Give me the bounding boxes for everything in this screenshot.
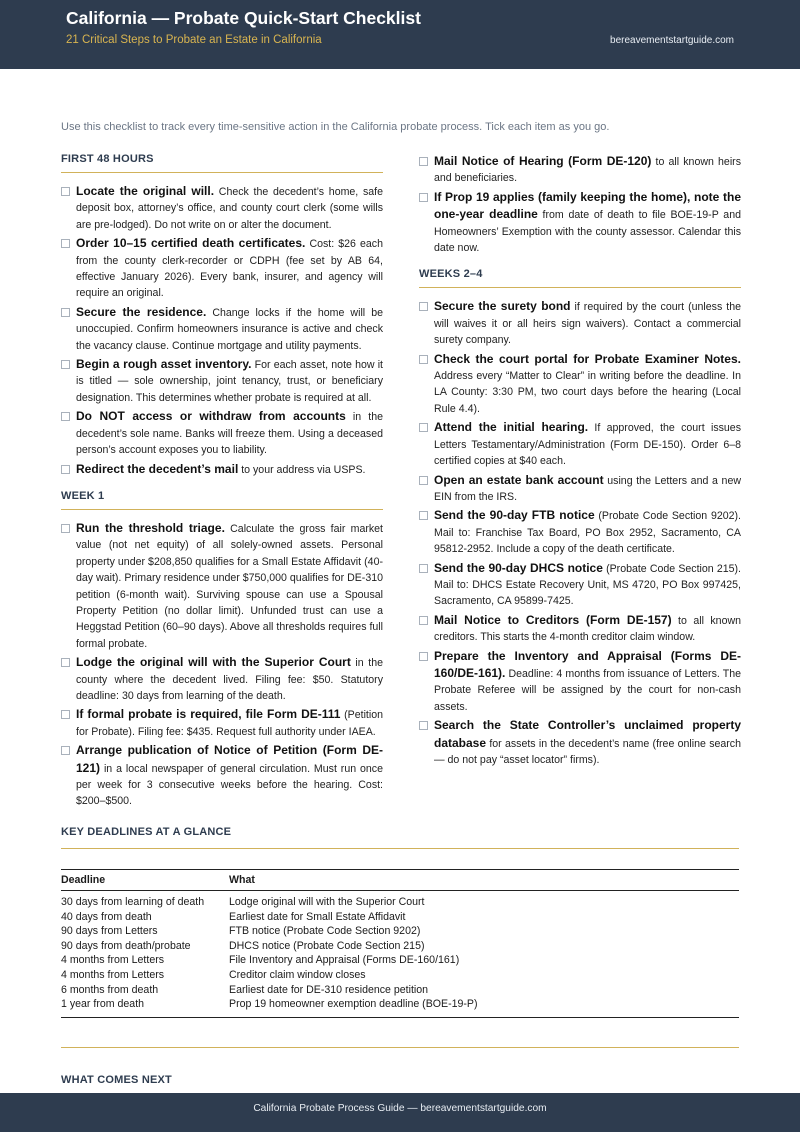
checkbox[interactable]	[61, 746, 70, 755]
item-text: Calculate the gross fair market value (not net equity) of all solely-owned assets. Personal property under $208,850 qualifies for a Small Estate Affidavit (40-day wait). Primary residence under $750,000 qualifies for DE-310 petition (6-month wait). Surviving spouse can use a Spousal Property Petition (no dollar limit). Unfunded trust can use a Heggstad Petition (60–90 days). Above all thresholds requires full formal probate.	[76, 522, 383, 650]
checkbox[interactable]	[419, 476, 428, 485]
checkbox[interactable]	[419, 193, 428, 202]
checklist-item	[61, 706, 383, 740]
what-cell: Creditor claim window closes	[229, 968, 366, 981]
key-deadlines-section	[61, 826, 739, 1018]
item-text: Address every “Matter to Clear” in writing before the deadline. In LA County: 3:30 PM, two court days before the hearing (Local Rule 4.4).	[434, 370, 741, 415]
item-title: Open an estate bank account	[434, 472, 604, 487]
column-header-deadline: Deadline	[61, 870, 229, 891]
checkbox[interactable]	[419, 511, 428, 520]
checklist-item	[419, 612, 741, 646]
checklist-item	[61, 183, 383, 233]
what-cell: FTB notice (Probate Code Section 9202)	[229, 925, 421, 938]
item-title: Send the 90-day DHCS notice	[434, 560, 603, 575]
item-title: Attend the initial hearing.	[434, 420, 589, 435]
checklist-item	[61, 356, 383, 406]
item-text: (Probate Code Section 215). Mail to: DHCS Estate Recovery Unit, MS 4720, PO Box 997425, Sacramento, CA 95899-7425.	[434, 562, 741, 608]
item-text: (Petition for Probate). Filing fee: $435. Request full authority under IAEA.	[76, 709, 383, 738]
section-divider	[61, 509, 383, 510]
intro-text: Use this checklist to track every time-sensitive action in the California probate process. Tick each item as you go.	[61, 121, 610, 133]
checklist-item	[61, 304, 383, 354]
item-text: to all known creditors. This starts the 4-month creditor claim window.	[434, 614, 742, 644]
checklist-item	[61, 461, 383, 478]
checkbox[interactable]	[419, 355, 428, 364]
deadline-cell: 1 year from death	[61, 998, 145, 1011]
item-text: Check the decedent’s home, safe deposit box, attorney’s office, and county court clerk (some wills are pre-lodged). Do not write on or alter the document.	[76, 186, 383, 231]
item-title: Locate the original will.	[76, 184, 215, 198]
item-title: Order 10–15 certified death certificates.	[76, 236, 306, 251]
item-title: If formal probate is required, file Form DE-111	[76, 707, 341, 722]
checkbox[interactable]	[61, 239, 70, 248]
item-text: Cost: $26 each from the county clerk-recorder or CDPH (fee set by AB 64, effective January 2026). Every bank, insurer, and agency will require an original.	[76, 238, 383, 300]
section-heading-key-deadlines: KEY DEADLINES AT A GLANCE	[61, 826, 232, 838]
item-title: Do NOT access or withdraw from accounts	[76, 409, 346, 424]
deadline-cell: 90 days from Letters	[61, 925, 158, 938]
section-divider	[61, 1047, 739, 1048]
right-column	[419, 153, 741, 770]
item-title: Run the threshold triage.	[76, 520, 225, 535]
deadline-cell: 30 days from learning of death	[61, 896, 205, 908]
checkbox[interactable]	[61, 360, 70, 369]
item-title: If Prop 19 applies (family keeping the home), note the one-year deadline	[434, 189, 741, 222]
item-text: in the county where the decedent lived. Filing fee: $50. Statutory deadline: 30 days from learning of the death.	[76, 657, 383, 702]
checklist-week-1	[61, 520, 383, 810]
checkbox[interactable]	[419, 616, 428, 625]
checklist-item	[61, 654, 383, 704]
checkbox[interactable]	[419, 157, 428, 166]
table-row	[61, 983, 739, 998]
item-title: Mail Notice to Creditors (Form DE-157)	[434, 612, 672, 627]
deadline-cell: 6 months from death	[61, 983, 159, 996]
item-text: If approved, the court issues Letters Testamentary/Administration (Form DE-150). Order 6–8 certified copies at $40 each.	[434, 422, 741, 468]
page-footer	[0, 1093, 800, 1132]
what-cell: Earliest date for Small Estate Affidavit	[229, 910, 406, 923]
checklist-weeks-2-4	[419, 298, 741, 768]
checkbox[interactable]	[61, 465, 70, 474]
checklist-week-1-continued	[419, 153, 741, 256]
table-row	[61, 939, 739, 954]
deadline-cell: 90 days from death/probate	[61, 939, 191, 952]
checklist-item	[419, 560, 741, 610]
item-title: Redirect the decedent’s mail	[76, 461, 239, 476]
deadline-cell: 4 months from Letters	[61, 968, 165, 981]
checklist-item	[419, 298, 741, 348]
page-header	[0, 0, 800, 69]
what-cell: Earliest date for DE-310 residence petition	[229, 983, 429, 996]
deadlines-table	[61, 869, 739, 1017]
item-title: Prepare the Inventory and Appraisal (Forms DE-160/DE-161).	[434, 648, 741, 680]
what-cell: Prop 19 homeowner exemption deadline (BOE-19-P)	[229, 998, 478, 1011]
table-row	[61, 891, 739, 910]
item-text: using the Letters and a new EIN from the IRS.	[434, 474, 741, 503]
table-bottom-rule	[61, 1017, 739, 1018]
what-cell: File Inventory and Appraisal (Forms DE-160/161)	[229, 954, 460, 967]
item-title: Check the court portal for Probate Examiner Notes.	[434, 351, 741, 366]
section-heading-weeks-2-4: WEEKS 2–4	[419, 268, 483, 281]
checklist-item	[419, 189, 741, 257]
section-divider	[61, 172, 383, 173]
checkbox[interactable]	[61, 524, 70, 533]
section-heading-first-48-hours: FIRST 48 HOURS	[61, 153, 154, 165]
section-heading-what-comes-next: WHAT COMES NEXT	[61, 1074, 172, 1086]
item-title: Arrange publication of Notice of Petition (Form DE-121)	[76, 743, 383, 775]
what-cell: DHCS notice (Probate Code Section 215)	[229, 939, 425, 952]
item-text: to all known heirs and beneficiaries.	[434, 156, 741, 185]
checklist-item	[61, 408, 383, 458]
item-text: in a local newspaper of general circulation. Must run once per week for 3 consecutive weeks before the hearing. Cost: $200–$500.	[76, 762, 383, 808]
item-text: (Probate Code Section 9202). Mail to: Franchise Tax Board, PO Box 2952, Sacramento, CA 95812-2952. Include a copy of the death certificate.	[434, 510, 741, 556]
table-row	[61, 968, 739, 983]
item-text: to your address via USPS.	[238, 463, 366, 476]
section-divider	[419, 287, 741, 288]
item-title: Secure the residence.	[76, 304, 207, 319]
table-row	[61, 953, 739, 968]
page-title: California — Probate Quick-Start Checklist	[66, 8, 421, 28]
table-row	[61, 924, 739, 939]
page-subtitle: 21 Critical Steps to Probate an Estate in California	[66, 34, 322, 46]
checkbox[interactable]	[419, 423, 428, 432]
table-header-row	[61, 870, 739, 891]
checklist-item	[419, 351, 741, 418]
checklist-item	[419, 153, 741, 187]
item-text: Change locks if the home will be unoccupied. Confirm homeowners insurance is active and check the vacancy clause. Continue mortgage and utility payments.	[76, 306, 383, 352]
item-title: Secure the surety bond	[434, 299, 571, 314]
checklist-item	[61, 520, 383, 652]
deadline-cell: 4 months from Letters	[61, 954, 165, 967]
item-title: Search the State Controller’s unclaimed property database	[434, 718, 741, 750]
checkbox[interactable]	[419, 302, 428, 311]
item-title: Mail Notice of Hearing (Form DE-120)	[434, 154, 652, 168]
checkbox[interactable]	[61, 710, 70, 719]
checklist-item	[419, 717, 741, 768]
deadline-cell: 40 days from death	[61, 910, 152, 923]
checkbox[interactable]	[419, 721, 428, 730]
checklist-first-48-hours	[61, 183, 383, 478]
site-name: bereavementstartguide.com	[610, 35, 734, 46]
item-text: For each asset, note how it is titled — sole ownership, joint tenancy, trust, or beneficiary designation. This determines whether probate is required at all.	[76, 359, 383, 404]
checklist-item	[61, 742, 383, 810]
item-text: Deadline: 4 months from issuance of Letters. The Probate Referee will be assigned by the court for non-cash assets.	[434, 667, 741, 713]
item-title: Lodge the original will with the Superior Court	[76, 655, 351, 670]
deadlines-table-body	[61, 891, 739, 1017]
item-title: Send the 90-day FTB notice	[434, 508, 595, 523]
checkbox[interactable]	[61, 308, 70, 317]
checklist-item	[419, 648, 741, 716]
checklist-item	[419, 419, 741, 469]
item-text: for assets in the decedent’s name (free online search — do not pay “asset locator” firms).	[434, 737, 741, 766]
checkbox[interactable]	[419, 652, 428, 661]
checklist-item	[61, 235, 383, 302]
section-divider	[61, 848, 739, 849]
item-title: Begin a rough asset inventory.	[76, 357, 252, 372]
checkbox[interactable]	[61, 187, 70, 196]
item-text: if required by the court (unless the will waives it or all heirs sign waivers). Contact a commercial surety company.	[434, 301, 741, 347]
item-text: from date of death to file BOE-19-P and Homeowners’ Exemption with the county assessor. Calendar this date now.	[434, 209, 741, 255]
checklist-item	[419, 472, 741, 506]
checkbox[interactable]	[61, 658, 70, 667]
checkbox[interactable]	[61, 412, 70, 421]
column-header-what: What	[229, 870, 739, 891]
left-column	[61, 153, 383, 812]
table-row	[61, 997, 739, 1017]
checkbox[interactable]	[419, 564, 428, 573]
section-heading-week-1: WEEK 1	[61, 489, 105, 502]
table-row	[61, 910, 739, 925]
what-cell: Lodge original will with the Superior Court	[229, 896, 425, 908]
checklist-item	[419, 507, 741, 557]
footer-text: California Probate Process Guide — bereavementstartguide.com	[253, 1103, 547, 1114]
item-text: in the decedent’s sole name. Banks will freeze them. Using a deceased person’s account exposes you to liability.	[76, 411, 383, 457]
